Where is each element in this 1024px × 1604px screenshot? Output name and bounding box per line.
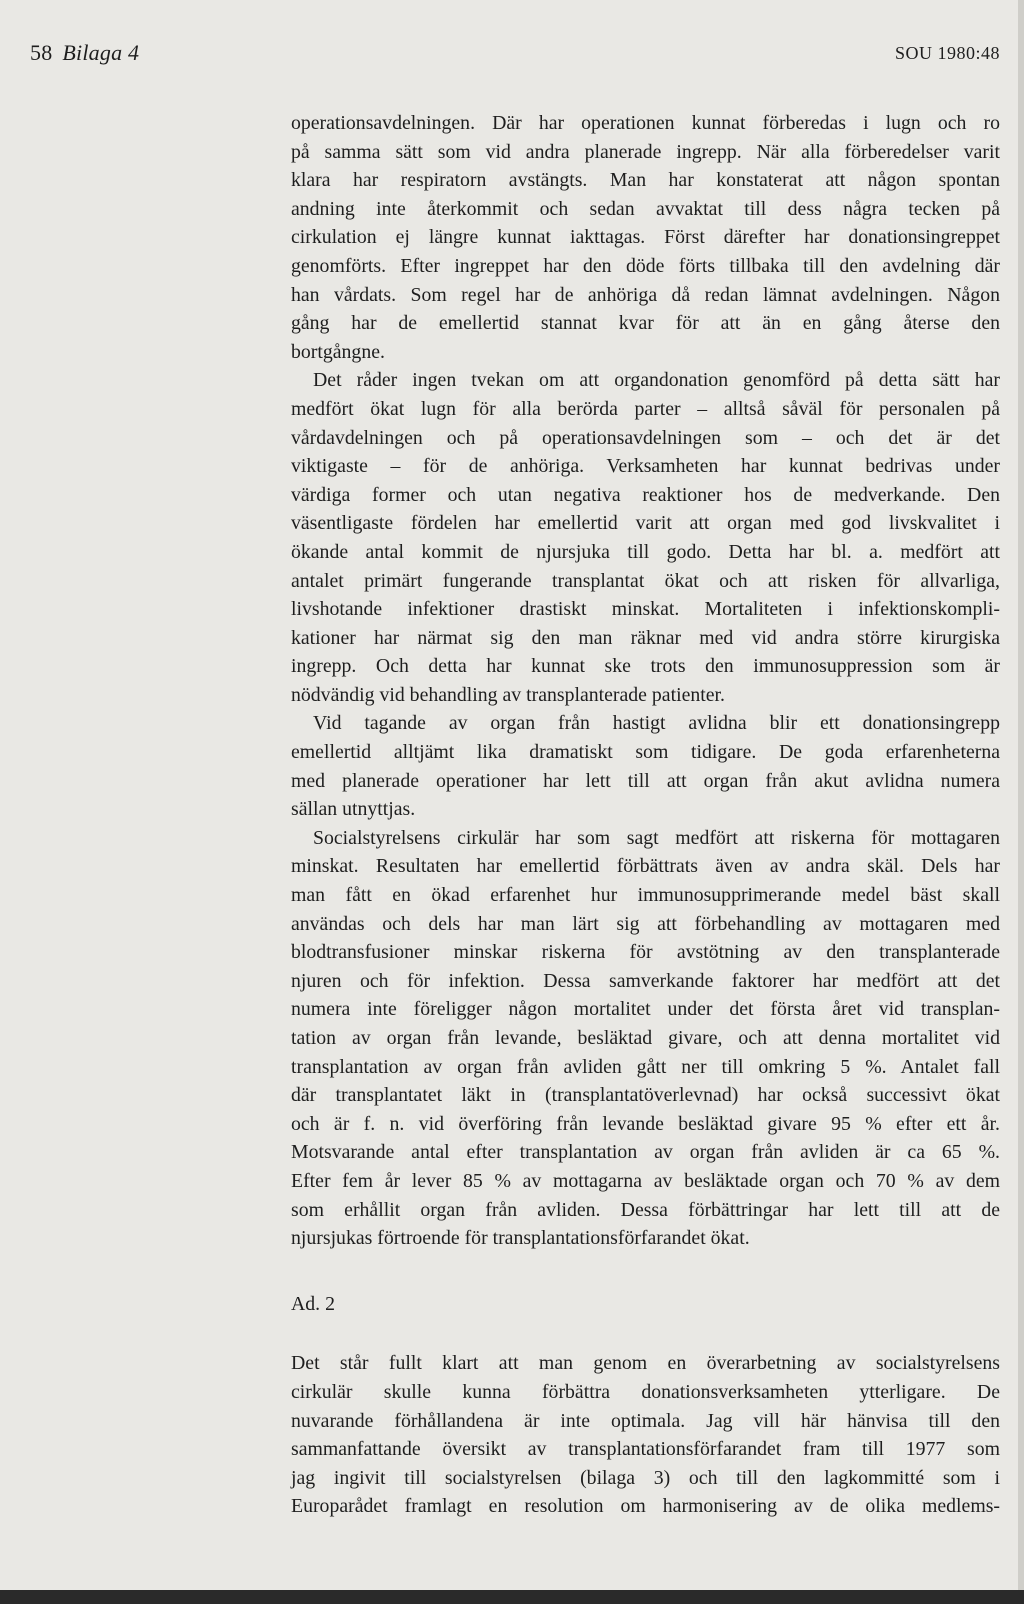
text-line: njuren och för infektion. Dessa samverkande faktorer har medfört att det bbox=[291, 969, 1000, 992]
text-line: sällan utnyttjas. bbox=[291, 798, 416, 821]
text-line: ingrepp. Och detta har kunnat ske trots den immunosuppression som är bbox=[291, 655, 1000, 678]
text-line: antalet primärt fungerande transplantat ökat och att risken för allvarliga, bbox=[291, 569, 1000, 592]
text-line: nödvändig vid behandling av transplanterade patienter. bbox=[291, 683, 725, 706]
page-header bbox=[30, 40, 1000, 70]
document-reference: SOU 1980:48 bbox=[894, 43, 1000, 63]
text-line: sammanfattande översikt av transplantationsförfarandet fram till 1977 som bbox=[291, 1438, 1000, 1461]
text-line: på samma sätt som vid andra planerade ingrepp. När alla förberedelser varit bbox=[291, 140, 1000, 163]
text-line: med planerade operationer har lett till att organ från akut avlidna numera bbox=[291, 769, 1000, 792]
text-line: vårdavdelningen och på operationsavdelningen som – och det är det bbox=[291, 426, 1000, 449]
text-line: njursjukas förtroende för transplantationsförfarandet ökat. bbox=[291, 1227, 750, 1250]
text-line: gång har de emellertid stannat kvar för att än en gång återse den bbox=[291, 312, 1000, 335]
page-bottom-border bbox=[0, 1590, 1024, 1604]
text-line: där transplantatet läkt in (transplantatöverlevnad) har också successivt ökat bbox=[291, 1084, 1000, 1107]
text-line: användas och dels har man lärt sig att förbehandling av mottagaren med bbox=[291, 912, 1000, 935]
text-line: kationer har närmat sig den man räknar med vid andra större kirurgiska bbox=[291, 626, 1000, 649]
text-line: väsentligaste fördelen har emellertid varit att organ med god livskvalitet i bbox=[291, 512, 1000, 535]
text-line: Socialstyrelsens cirkulär har som sagt medfört att riskerna för mottagaren bbox=[313, 826, 1000, 849]
header-left bbox=[30, 40, 139, 66]
text-line: Det råder ingen tvekan om att organdonation genomförd på detta sätt har bbox=[313, 369, 1000, 392]
paragraph-3 bbox=[291, 709, 1000, 823]
text-line: cirkulär skulle kunna förbättra donationsverksamheten ytterligare. De bbox=[291, 1380, 1000, 1403]
text-line: Det står fullt klart att man genom en överarbetning av socialstyrelsens bbox=[291, 1352, 1000, 1375]
page-edge bbox=[1018, 0, 1024, 1590]
text-line: jag ingivit till socialstyrelsen (bilaga 3) och till den lagkommitté som i bbox=[291, 1466, 1000, 1489]
text-line: numera inte föreligger någon mortalitet under det första året vid transplan- bbox=[291, 998, 1000, 1021]
text-line: tation av organ från levande, besläktad givare, och att denna mortalitet vid bbox=[291, 1027, 1000, 1049]
text-line: bortgångne. bbox=[291, 340, 385, 363]
text-line: operationsavdelningen. Där har operationen kunnat förberedas i lugn och ro bbox=[291, 112, 1000, 134]
text-line: Vid tagande av organ från hastigt avlidna blir ett donationsingrepp bbox=[313, 712, 1000, 735]
text-line: Europarådet framlagt en resolution om harmonisering av de olika medlems- bbox=[291, 1495, 1000, 1518]
text-line: viktigaste – för de anhöriga. Verksamheten har kunnat bedrivas under bbox=[291, 455, 1000, 478]
paragraph-5 bbox=[291, 1349, 1000, 1521]
document-body bbox=[291, 109, 1000, 1521]
text-line: emellertid alltjämt lika dramatiskt som tidigare. De goda erfarenheterna bbox=[291, 741, 1000, 764]
text-line: klara har respiratorn avstängts. Man har konstaterat att någon spontan bbox=[291, 169, 1000, 192]
text-line: värdiga former och utan negativa reaktioner hos de medverkande. Den bbox=[291, 483, 1000, 506]
text-line: man fått en ökad erfarenhet hur immunosupprimerande medel bäst skall bbox=[291, 884, 1000, 907]
text-line: blodtransfusioner minskar riskerna för avstötning av den transplanterade bbox=[291, 941, 1000, 964]
text-line: Motsvarande antal efter transplantation av organ från avliden är ca 65 %. bbox=[291, 1141, 1000, 1164]
text-line: livshotande infektioner drastiskt minskat. Mortaliteten i infektionskompli- bbox=[291, 598, 1000, 621]
text-line: ökande antal kommit de njursjuka till godo. Detta har bl. a. medfört att bbox=[291, 540, 1000, 563]
text-line: Efter fem år lever 85 % av mottagarna av besläktade organ och 70 % av dem bbox=[291, 1169, 1000, 1192]
section-heading: Ad. 2 bbox=[291, 1292, 335, 1315]
section-title: Bilaga 4 bbox=[62, 40, 140, 65]
spacer bbox=[291, 1253, 1000, 1290]
text-line: genomförts. Efter ingreppet har den döde förts tillbaka till den avdelning där bbox=[291, 254, 1000, 277]
text-line: och är f. n. vid överföring från levande besläktad givare 95 % efter ett år. bbox=[291, 1112, 1000, 1135]
text-line: medfört ökat lugn för alla berörda parter – alltså såväl för personalen på bbox=[291, 397, 1000, 420]
text-line: minskat. Resultaten har emellertid förbättrats även av andra skäl. Dels har bbox=[291, 855, 1000, 878]
page-number: 58 bbox=[30, 40, 53, 65]
paragraph-4 bbox=[291, 824, 1000, 1253]
text-line: andning inte återkommit och sedan avvaktat till dess några tecken på bbox=[291, 197, 1000, 220]
paragraph-2 bbox=[291, 366, 1000, 709]
text-line: cirkulation ej längre kunnat iakttagas. Först därefter har donationsingreppet bbox=[291, 226, 1000, 249]
text-line: transplantation av organ från avliden gått ner till omkring 5 %. Antalet fall bbox=[291, 1055, 1000, 1078]
text-line: som erhållit organ från avliden. Dessa förbättringar har lett till att de bbox=[291, 1198, 1000, 1221]
paragraph-1 bbox=[291, 109, 1000, 366]
text-line: nuvarande förhållandena är inte optimala. Jag vill här hänvisa till den bbox=[291, 1409, 1000, 1432]
spacer bbox=[291, 1318, 1000, 1349]
text-line: han vårdats. Som regel har de anhöriga då redan lämnat avdelningen. Någon bbox=[291, 283, 1000, 306]
